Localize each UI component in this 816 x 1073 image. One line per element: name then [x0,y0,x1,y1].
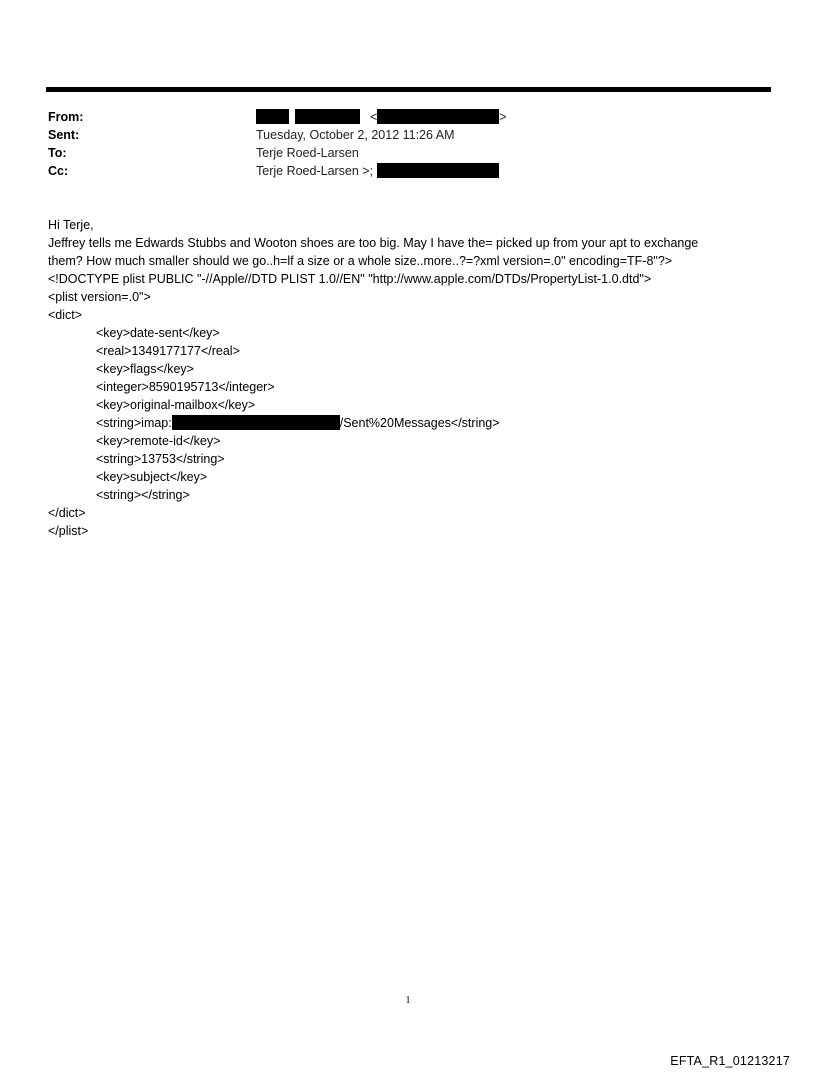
from-angle-close: > [499,110,507,124]
page-number: 1 [405,995,411,1006]
dict-line: <key>date-sent</key> [96,326,220,340]
imap-prefix: <string>imap: [96,416,172,430]
imap-line [48,414,758,432]
redaction-block [172,415,340,430]
email-header [48,108,768,180]
from-angle-open: < [369,110,378,124]
dict-line: <key>original-mailbox</key> [96,398,256,412]
body-line: them? How much smaller should we go..h=lf a size or a whole size..more..?=?xml version=.0" encoding=TF-8"?> [48,254,673,268]
dict-line: <key>remote-id</key> [96,434,221,448]
greeting: Hi Terje, [48,218,94,232]
dict-line: <key>flags</key> [96,362,194,376]
cc-row [48,162,768,180]
from-value [256,108,507,126]
dict-line: <integer>8590195713</integer> [96,380,275,394]
to-label: To: [48,146,67,160]
from-label: From: [48,110,84,124]
dict-line: <string>13753</string> [96,452,225,466]
header-divider [46,87,771,92]
closing-line: </plist> [48,524,89,538]
dict-line: <key>subject</key> [96,470,208,484]
body-line: <dict> [48,308,83,322]
sent-row [48,126,768,144]
closing-line: </dict> [48,506,86,520]
cc-label: Cc: [48,164,69,178]
email-body [48,216,758,540]
to-value: Terje Roed-Larsen [256,146,359,160]
cc-text: Terje Roed-Larsen >; [256,164,374,178]
cc-value [256,162,499,180]
body-line: Jeffrey tells me Edwards Stubbs and Wooton shoes are too big. May I have the= picked up from your apt to exchange [48,236,699,250]
redaction-block [256,109,289,124]
sent-value: Tuesday, October 2, 2012 11:26 AM [256,128,455,142]
body-line: <plist version=.0"> [48,290,151,304]
dict-line: <real>1349177177</real> [96,344,240,358]
from-row [48,108,768,126]
redaction-block [377,109,499,124]
sent-label: Sent: [48,128,80,142]
to-row [48,144,768,162]
imap-suffix: /Sent%20Messages</string> [339,416,500,430]
document-id: EFTA_R1_01213217 [670,1054,790,1068]
body-line: <!DOCTYPE plist PUBLIC "-//Apple//DTD PLIST 1.0//EN" "http://www.apple.com/DTDs/PropertyList-1.0.dtd"> [48,272,652,286]
redaction-block [295,109,360,124]
redaction-block [377,163,499,178]
dict-line: <string></string> [96,488,190,502]
